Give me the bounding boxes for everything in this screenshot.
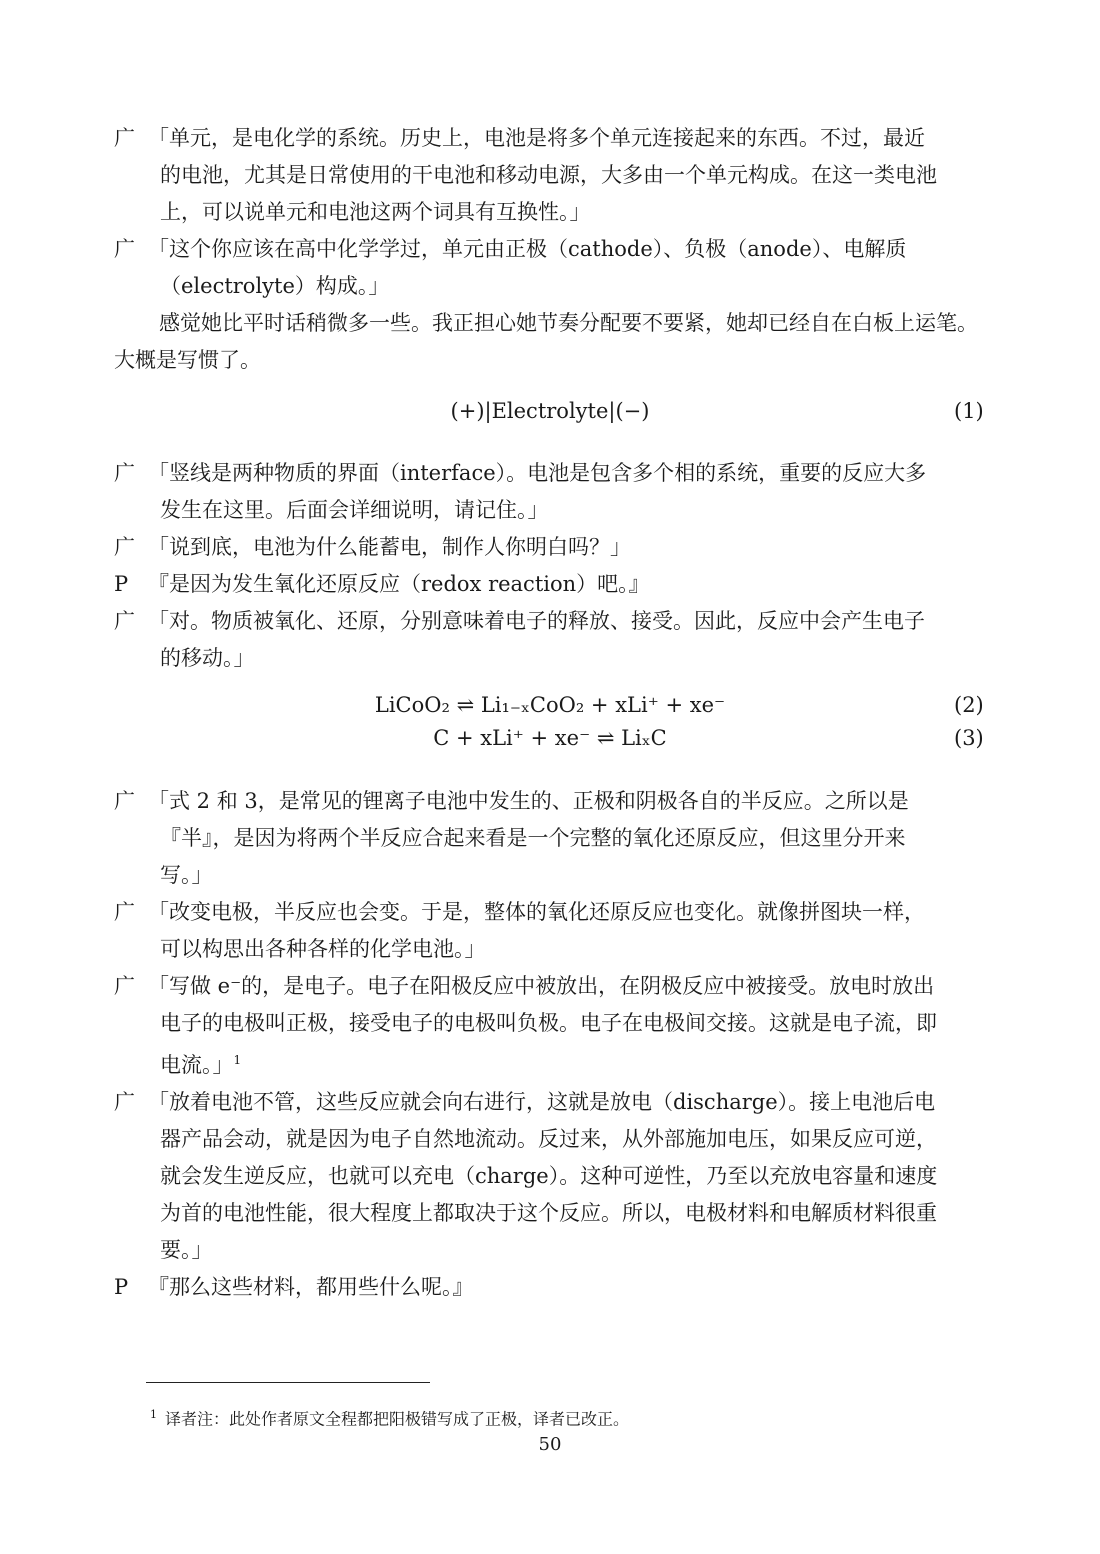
speaker-tag: 广: [114, 237, 135, 261]
footnote-divider: [146, 1382, 430, 1383]
narration-paragraph: 感觉她比平时话稍微多一些。我正担心她节奏分配要不要紧，她却已经自在白板上运笔。大概是写惯了。: [114, 311, 978, 372]
page-number: 50: [538, 1434, 562, 1455]
dialogue-line: [0, 894, 942, 968]
dialogue-line: [0, 1084, 942, 1269]
speaker-tag: 广: [114, 535, 135, 559]
dialogue-text: 「改变电极，半反应也会变。于是，整体的氧化还原反应也变化。就像拼图块一样，可以构思出各种各样的化学电池。」: [148, 900, 925, 961]
speaker-tag: P: [114, 1275, 129, 1299]
equation-expression: LiCoO₂ ⇌ Li₁₋ₓCoO₂ + xLi⁺ + xe⁻: [374, 693, 726, 717]
dialogue-line: [0, 231, 942, 305]
equation-group: [0, 693, 1100, 769]
equation-number: (1): [954, 399, 984, 423]
dialogue-text: 「单元，是电化学的系统。历史上，电池是将多个单元连接起来的东西。不过，最近的电池，尤其是日常使用的干电池和移动电源，大多由一个单元构成。在这一类电池上，可以说单元和电池这两个词具有互换性。」: [148, 126, 937, 224]
dialogue-line: [0, 968, 942, 1084]
dialogue-text: 「对。物质被氧化、还原，分别意味着电子的释放、接受。因此，反应中会产生电子的移动。」: [148, 609, 925, 670]
speaker-tag: 广: [114, 1090, 135, 1114]
footnote: [150, 1404, 629, 1430]
equation-number: (3): [954, 726, 984, 750]
dialogue-text: 「放着电池不管，这些反应就会向右进行，这就是放电（discharge）。接上电池后电器产品会动，就是因为电子自然地流动。反过来，从外部施加电压，如果反应可逆，就会发生逆反应，也就可以充电（charge）。这种可逆性，乃至以充放电容量和速度为首的电池性能，很大程度上都取决于这个反应。所以，电极材料和电解质材料很重要。」: [148, 1090, 938, 1262]
equation-2: [0, 693, 1100, 727]
speaker-tag: 广: [114, 126, 135, 150]
dialogue-line: [0, 783, 942, 894]
dialogue-line: [0, 566, 942, 603]
equation-expression: (+)|Electrolyte|(−): [450, 399, 650, 423]
speaker-tag: 广: [114, 789, 135, 813]
equation-1: [0, 399, 1100, 443]
equation-expression: C + xLi⁺ + xe⁻ ⇌ LiₓC: [433, 726, 667, 750]
main-text: [0, 120, 1100, 1306]
dialogue-text: [148, 968, 942, 1084]
dialogue-line: [0, 603, 942, 677]
footnote-mark: 1: [150, 1408, 157, 1421]
dialogue-line: [0, 120, 942, 231]
speaker-tag: 广: [114, 900, 135, 924]
dialogue-text: 『那么这些材料，都用些什么呢。』: [148, 1275, 474, 1299]
footnote-text: 译者注：此处作者原文全程都把阳极错写成了正极，译者已改正。: [165, 1409, 630, 1429]
speaker-tag: P: [114, 572, 129, 596]
dialogue-line: [0, 529, 942, 566]
dialogue-line: [0, 455, 942, 529]
speaker-tag: 广: [114, 461, 135, 485]
dialogue-text: 「说到底，电池为什么能蓄电，制作人你明白吗？」: [148, 535, 631, 559]
dialogue-text: 「这个你应该在高中化学学过，单元由正极（cathode）、负极（anode）、电解质（electrolyte）构成。」: [148, 237, 907, 298]
dialogue-text-body: 「写做 e⁻的，是电子。电子在阳极反应中被放出，在阴极反应中被接受。放电时放出电子的电极叫正极，接受电子的电极叫负极。电子在电极间交接。这就是电子流，即电流。」: [148, 974, 937, 1077]
dialogue-text: 「式 2 和 3，是常见的锂离子电池中发生的、正极和阴极各自的半反应。之所以是『半』，是因为将两个半反应合起来看是一个完整的氧化还原反应，但这里分开来写。」: [148, 789, 909, 887]
dialogue-text: 『是因为发生氧化还原反应（redox reaction）吧。』: [148, 572, 650, 596]
footnote-reference[interactable]: 1: [233, 1053, 242, 1067]
speaker-tag: 广: [114, 974, 135, 998]
dialogue-text: 「竖线是两种物质的界面（interface）。电池是包含多个相的系统，重要的反应大多发生在这里。后面会详细说明，请记住。」: [148, 461, 927, 522]
speaker-tag: 广: [114, 609, 135, 633]
equation-3: [0, 726, 1100, 760]
equation-number: (2): [954, 693, 984, 717]
dialogue-line: [0, 1269, 942, 1306]
